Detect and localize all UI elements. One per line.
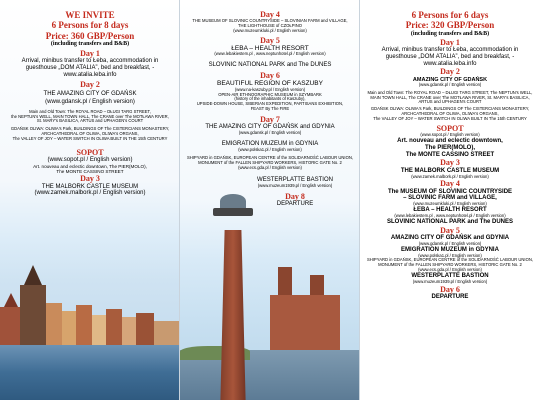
day-5-title: ŁEBA – HEALTH RESORT bbox=[231, 44, 309, 52]
day-6-title: BEAUTIFUL REGION OF KASZUBY bbox=[217, 80, 323, 88]
day-4-url: (www.muzeumkluki.pl / English version) bbox=[233, 27, 307, 33]
includes-note: (including transfers and B&B) bbox=[410, 30, 490, 37]
day-7-emigration-url: (www.polska1.pl / English version) bbox=[238, 146, 302, 152]
day-3-heading: Day 3 bbox=[80, 174, 100, 184]
day-2-details: MAIN TOWN HALL, The CRANE over The MOTŁAWA RIVER, St. MARY's BASILICA, bbox=[370, 94, 530, 100]
day-7-url: (www.gdansk.pl / English version) bbox=[238, 129, 302, 135]
day-3-url: (www.zamek.malbork.pl / English version) bbox=[411, 173, 489, 179]
day-2-url: (www.gdansk.pl / English version) bbox=[418, 81, 482, 87]
day-6-heading: Day 6 bbox=[260, 71, 280, 81]
day-5-emigration: EMIGRATION MUZEUM in GDYNIA bbox=[401, 246, 499, 253]
sopot-heading: SOPOT bbox=[436, 123, 464, 133]
day-4-park: SLOVINIC NATIONAL PARK and The DUNES bbox=[386, 218, 513, 225]
day-6-text: OPEN-AIR ETHNOGRAPHIC MUSEUM in SZYMBARK bbox=[218, 91, 322, 97]
day-5-shipyard: MONUMENT of the FALLEN SHIPYARD WORKERS, HISTORIC GATE No. 2 bbox=[378, 262, 522, 268]
day-5-bastion: WESTERPLATTE BASTION bbox=[411, 272, 489, 279]
day-7-bastion-url: (www.muzeum1939.pl / English version) bbox=[257, 182, 333, 188]
day-2-details: ARCHCATHEDRAL OF OLIWA, OLIWA's ORGANS, bbox=[401, 111, 499, 117]
day-7-shipyard: SHIPYARD in GDAŃSK, EUROPEAN CENTRE of the SOLIDARNOŚĆ LABOUR UNION, bbox=[186, 155, 354, 161]
day-6-url: (www.na-kaszuby.pl / English version) bbox=[234, 86, 306, 92]
right-panel bbox=[360, 0, 540, 400]
day-6-text: (history of the inhabitants of Kaszuby), bbox=[234, 96, 306, 102]
day-4-text: THE MUSEUM OF SLOVINIC COUNTRYSIDE – SLOVINIAN FARM and VILLAGE, bbox=[192, 18, 348, 24]
day-2-heading: Day 2 bbox=[80, 79, 100, 89]
day-5-url: (www.gdansk.pl / English version) bbox=[418, 240, 482, 246]
day-1-heading: Day 1 bbox=[80, 48, 100, 58]
duration: 6 Persons for 6 days bbox=[411, 10, 489, 20]
sopot-url: (www.sopot.pl / English version) bbox=[47, 156, 133, 163]
day-3-title: THE MALBORK CASTLE MUSEUM bbox=[400, 167, 500, 174]
day-6-heading: Day 6 bbox=[440, 284, 460, 294]
day-5-heading: Day 5 bbox=[440, 225, 460, 235]
day-2-title: THE AMAZING CITY OF GDAŃSK bbox=[43, 90, 137, 97]
day-5-title: AMAZING CITY OF GDAŃSK and GDYNIA bbox=[390, 234, 510, 241]
includes-note: (including transfers and B&B) bbox=[50, 41, 130, 48]
day-6-text: FEAST By The FIRE bbox=[250, 106, 290, 112]
day-4-heading: Day 4 bbox=[260, 10, 280, 19]
day-5-park: SLOVINIC NATIONAL PARK and The DUNES bbox=[208, 62, 332, 69]
day-4-title: The MUSEUM OF SLOVINIC COUNTRYSIDE bbox=[387, 188, 513, 195]
day-7-shipyard-url: (www.ecs.gda.pl / English version) bbox=[238, 165, 302, 171]
day-1-text: Arrival, minibus transfer to Łeba, accommodation in guesthouse „DOM ATALIA”, bed and breakfast, - www.atalia.leba.info bbox=[21, 58, 159, 78]
gdansk-harbour-illustration bbox=[0, 250, 180, 400]
day-7-shipyard: MONUMENT of the FALLEN SHIPYARD WORKERS, HISTORIC GATE No. 2 bbox=[198, 160, 342, 166]
duration: 6 Persons for 8 days bbox=[51, 20, 129, 31]
sopot-text: The MONTE CASSINO STREET bbox=[56, 169, 124, 175]
price: Price: 360 GBP/Person bbox=[45, 30, 135, 41]
day-4-text: THE LIGHTHOUSE of CZOŁPINO bbox=[238, 23, 302, 29]
day-3-url: (www.zamek.malbork.pl / English version) bbox=[34, 190, 146, 197]
day-1-text: Arrival, minibus transfer to Łeba, accommodation in guesthouse „DOM ATALIA”, bed and breakfast, - www.atalia.leba.info bbox=[381, 46, 519, 67]
day-4-url: (www.muzeumkluki.pl / English version) bbox=[413, 201, 487, 207]
day-5-heading: Day 5 bbox=[260, 35, 280, 45]
day-2-details: Main and Old Town: The ROYAL ROAD – DŁUGI TARG STREET, The NEPTUN's WELL, bbox=[367, 89, 533, 95]
day-2-url: (www.gdansk.pl / English version) bbox=[45, 98, 135, 105]
sopot-heading: SOPOT bbox=[76, 147, 104, 157]
day-2-details: The VALLEY OF JOY – WATER SWITCH IN OLIWA BUILT IN The 15th CENTURY bbox=[373, 115, 527, 121]
sopot-url: (www.sopot.pl / English version) bbox=[420, 131, 480, 137]
day-4-leba: ŁEBA – HEALTH RESORT bbox=[413, 207, 487, 214]
day-6-text: DEPARTURE bbox=[431, 293, 469, 300]
day-8-text: DEPARTURE bbox=[276, 200, 314, 207]
middle-panel bbox=[180, 0, 360, 400]
day-2-heading: Day 2 bbox=[440, 67, 460, 77]
day-6-text: UPSIDE-DOWN HOUSE, SIBERIAN EXPEDITION, PARTISANS EXHIBITION, bbox=[196, 101, 344, 107]
day-3-heading: Day 3 bbox=[440, 158, 460, 168]
day-8-heading: Day 8 bbox=[285, 191, 305, 201]
sopot-text: The PIER(MOLO), bbox=[425, 144, 475, 151]
day-5-emigration-url: (www.polska1.pl / English version) bbox=[418, 252, 482, 258]
day-3-title: THE MALBORK CASTLE MUSEUM bbox=[41, 183, 139, 190]
day-2-title: AMAZING CITY OF GDAŃSK bbox=[412, 76, 488, 83]
day-2-details: GDAŃSK OLIWA: OLIWA's Park, BUILDINGS OF The CISTERCIANS MONASTERY, bbox=[10, 126, 170, 132]
day-2-details: the NEPTUN's WELL, MAIN TOWN HALL, The CRANE over The MOTŁAWA RIVER, bbox=[11, 113, 169, 119]
sopot-text: The MONTE CASSINO STREET bbox=[405, 151, 495, 158]
day-2-details: St. MARY's BASILICA, ARTUS and UPHAGEN's COURT bbox=[36, 118, 144, 124]
day-2-details: ARCHCATHEDRAL OF OLIWA, OLIWA's ORGANS, bbox=[41, 131, 139, 137]
day-4-heading: Day 4 bbox=[440, 179, 460, 189]
day-2-details: GDAŃSK OLIWA: OLIWA's Park, BUILDINGS OF The CISTERCIANS MONASTERY, bbox=[370, 106, 530, 112]
day-2-details: ARTUS and UPHAGEN's COURT bbox=[418, 99, 482, 105]
lighthouse bbox=[218, 230, 248, 400]
day-4-leba-url: (www.lebakiestem.pl , www.neptunhotel.pl / English version) bbox=[394, 213, 506, 219]
left-panel bbox=[0, 0, 180, 400]
day-5-url: (www.lebakiestem.pl , www.neptunhotel.pl / English version) bbox=[214, 51, 326, 57]
day-5-bastion-url: (www.muzeum1939.pl / English version) bbox=[412, 278, 488, 284]
day-4-title: – SLOVINIC FARM and VILLAGE, bbox=[403, 195, 497, 202]
headline: WE INVITE bbox=[65, 10, 115, 20]
price: Price: 320 GBP/Person bbox=[405, 20, 495, 31]
river-water bbox=[0, 345, 180, 400]
day-7-heading: Day 7 bbox=[260, 114, 280, 124]
day-5-shipyard-url: (www.ecs.gda.pl / English version) bbox=[418, 267, 482, 273]
sopot-text: Art. nouveau and eclectic downtown, bbox=[397, 137, 503, 144]
day-7-emigration: EMIGRATION MUZEUM in GDYNIA bbox=[221, 140, 319, 147]
lighthouse-castle-illustration bbox=[180, 200, 360, 400]
day-7-bastion: WESTERPLATTE BASTION bbox=[257, 176, 333, 183]
day-7-title: THE AMAZING CITY OF GDAŃSK and GDYNIA bbox=[205, 124, 335, 131]
sopot-text: Art. nouveau and eclectic downtown, The PIER(MOLO), bbox=[33, 163, 147, 169]
day-1-heading: Day 1 bbox=[440, 37, 460, 47]
day-5-shipyard: SHIPYARD in GDAŃSK, EUROPEAN CENTRE of the SOLIDARNOŚĆ LABOUR UNION, bbox=[366, 257, 534, 263]
day-2-details: The VALLEY OF JOY – WATER SWITCH IN OLIWA BUILT IN THE 15th CENTURY bbox=[12, 135, 168, 141]
day-2-details: Main and Old Town: The ROYAL ROAD – DŁUGI TARG STREET, bbox=[29, 108, 151, 114]
